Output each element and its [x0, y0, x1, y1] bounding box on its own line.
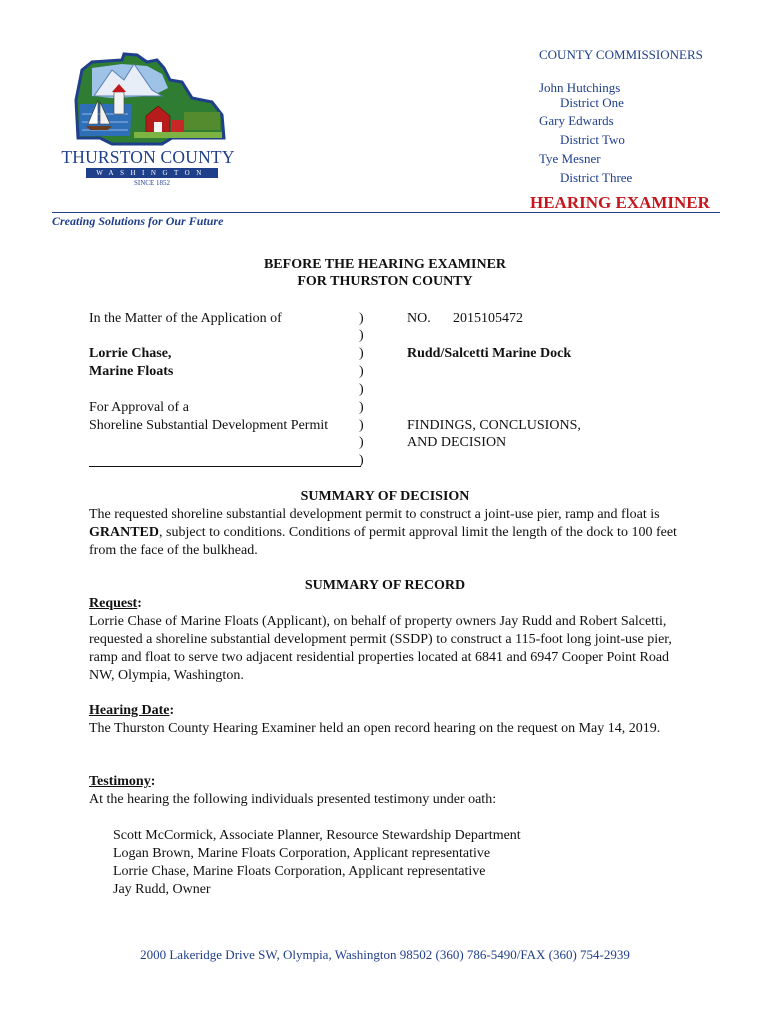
paren: ): [359, 453, 364, 468]
summary-record-heading: SUMMARY OF RECORD: [304, 578, 466, 593]
matter-text: In the Matter of the Application of: [89, 311, 282, 326]
testimony-label: Testimony:: [89, 774, 156, 789]
paren: ): [359, 328, 364, 343]
request-text: Lorrie Chase of Marine Floats (Applicant), on behalf of property owners Jay Rudd and Robert Salcetti, requested a shoreline substantial development permit (SSDP) to construct a 115-foot long joint-use pier, ramp and float to serve two adjacent residential properties located at 6841 and 6947 Cooper Point Road NW, Olympia, Washington.: [89, 614, 672, 683]
witness-item: Lorrie Chase, Marine Floats Corporation, Applicant representative: [113, 864, 486, 879]
commissioner-district-2: District Two: [560, 132, 625, 147]
commissioner-district-1: District One: [560, 95, 624, 110]
state-bar: WASHINGTON: [86, 168, 218, 178]
caption-underline: [89, 466, 361, 467]
caption-title-2: FOR THURSTON COUNTY: [297, 274, 473, 289]
project-name: Rudd/Salcetti Marine Dock: [407, 346, 572, 361]
paren: ): [359, 382, 364, 397]
findings-line-1: FINDINGS, CONCLUSIONS,: [407, 418, 581, 433]
commissioner-district-3: District Three: [560, 170, 633, 185]
witness-item: Scott McCormick, Associate Planner, Resource Stewardship Department: [113, 828, 521, 843]
since-label: SINCE 1852: [134, 179, 170, 187]
commissioner-name-1: John Hutchings: [539, 80, 621, 95]
county-name: THURSTON COUNTY: [61, 147, 235, 167]
paren: ): [359, 400, 364, 415]
summary-decision-text: The requested shoreline substantial development permit to construct a joint-use pier, ramp and float is GRANTED, subject to conditions. Conditions of permit approval limit the length of the dock to 100 feet from the face of the bulkhead.: [89, 507, 677, 558]
approval-line-1: For Approval of a: [89, 400, 189, 415]
request-label: Request:: [89, 596, 142, 611]
applicant-name: Lorrie Chase,: [89, 346, 172, 361]
approval-line-2: Shoreline Substantial Development Permit: [89, 418, 329, 433]
applicant-company: Marine Floats: [89, 364, 174, 379]
commissioners-title: COUNTY COMMISSIONERS: [539, 47, 703, 62]
commissioner-name-3: Tye Mesner: [539, 151, 601, 166]
case-number: 2015105472: [453, 311, 523, 326]
case-number-label: NO.: [407, 311, 431, 326]
witness-item: Logan Brown, Marine Floats Corporation, Applicant representative: [113, 846, 491, 861]
office-title: HEARING EXAMINER: [530, 193, 710, 212]
findings-line-2: AND DECISION: [407, 435, 507, 450]
paren: ): [359, 418, 364, 433]
witness-item: Jay Rudd, Owner: [113, 882, 211, 897]
paren: ): [359, 435, 364, 450]
summary-decision-heading: SUMMARY OF DECISION: [300, 489, 470, 504]
hearing-date-text: The Thurston County Hearing Examiner held an open record hearing on the request on May 14, 2019.: [89, 721, 661, 736]
paren: ): [359, 311, 364, 326]
hearing-date-label: Hearing Date:: [89, 703, 175, 718]
paren: ): [359, 364, 364, 379]
header-divider: [52, 212, 720, 213]
footer-address: 2000 Lakeridge Drive SW, Olympia, Washington 98502 (360) 786-5490/FAX (360) 754-2939: [140, 947, 630, 962]
caption-title-1: BEFORE THE HEARING EXAMINER: [263, 257, 507, 272]
testimony-intro: At the hearing the following individuals presented testimony under oath:: [89, 792, 497, 807]
paren: ): [359, 346, 364, 361]
tagline: Creating Solutions for Our Future: [52, 214, 224, 228]
commissioner-name-2: Gary Edwards: [539, 113, 614, 128]
